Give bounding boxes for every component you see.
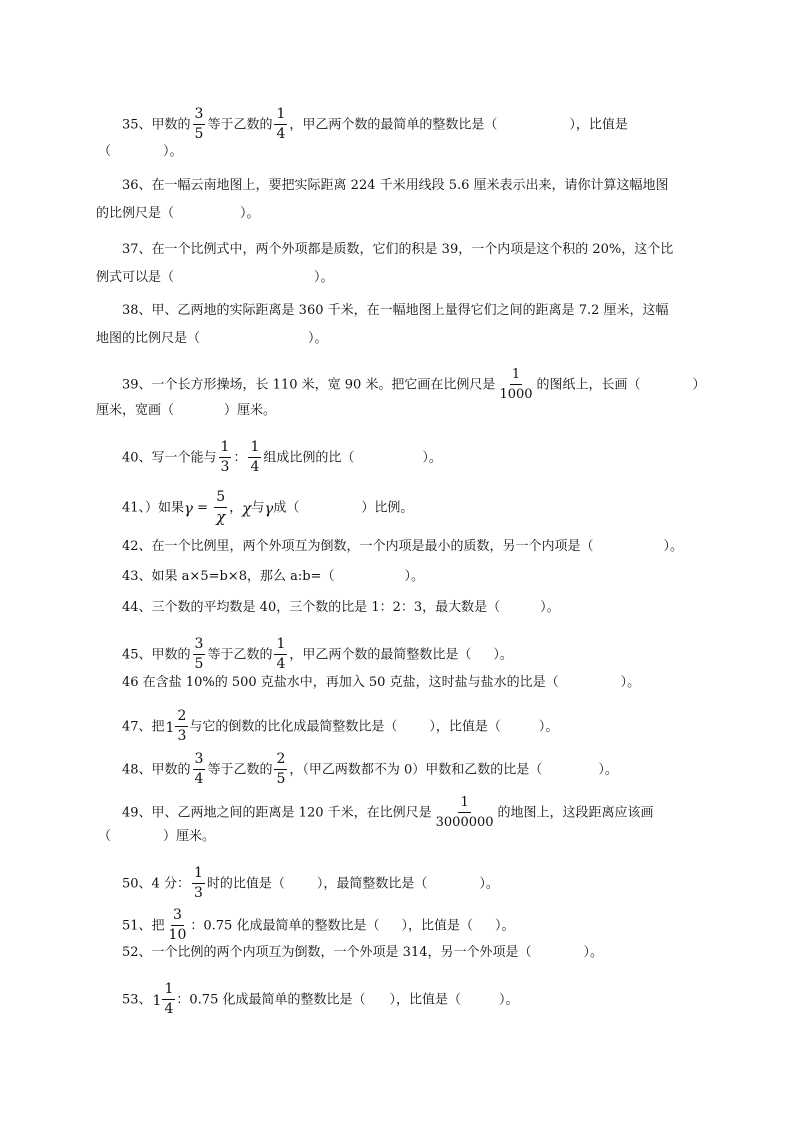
question-text: ），比值是 <box>569 117 628 133</box>
question-44 <box>122 600 560 617</box>
question-39 <box>122 367 706 404</box>
fraction-numerator: 3 <box>193 751 206 770</box>
question-text: 组成比例的比（ <box>263 450 355 466</box>
fraction-3-10 <box>167 907 189 944</box>
fraction-numerator: 3 <box>171 907 184 926</box>
fraction-numerator: 1 <box>162 981 175 1000</box>
fraction-1-4 <box>248 439 261 476</box>
question-text: ）。 <box>479 876 499 892</box>
question-text: = <box>193 500 213 516</box>
question-text: ）。 <box>404 569 424 584</box>
question-51 <box>122 908 514 945</box>
question-text: 等于乙数的 <box>207 117 273 133</box>
fraction-numerator: 1 <box>458 794 470 813</box>
question-36 <box>122 178 669 195</box>
question-text: 例式可以是（ <box>96 270 175 285</box>
fraction-denominator: 4 <box>276 126 286 142</box>
question-text: 厘米，宽画（ <box>96 403 175 418</box>
fraction-numerator: 1 <box>219 439 232 458</box>
question-42 <box>122 539 683 556</box>
fraction-denominator: 10 <box>168 927 187 943</box>
question-text: 39、一个长方形操场，长 110 米，宽 90 米。把它画在比例尺是 <box>122 377 496 393</box>
question-text: 37、在一个比例式中，两个外项都是质数，它们的积是 39，一个内项是这个积的 20%，这个比 <box>122 242 674 257</box>
question-text: 44、三个数的平均数是 40，三个数的比是 1：2：3，最大数是（ <box>122 600 501 615</box>
fraction-numerator: 1 <box>510 366 522 385</box>
question-38 <box>122 303 669 320</box>
question-text: 时的比值是（ <box>206 876 285 892</box>
question-text: 41、）如果 <box>122 500 185 516</box>
fraction-denominator: 5 <box>276 771 286 787</box>
question-text: ） <box>692 377 706 393</box>
question-text: ）。 <box>163 144 183 159</box>
question-48 <box>122 752 618 789</box>
question-40 <box>122 440 442 477</box>
question-text: ， <box>229 500 243 516</box>
question-text: ）。 <box>540 600 560 615</box>
question-text: （ <box>98 829 112 844</box>
fraction-numerator: 3 <box>193 636 206 655</box>
fraction-numerator: 3 <box>193 106 206 125</box>
question-text: ：0.75 化成最简单的整数比是（ <box>190 918 380 934</box>
fraction-denominator: 3000000 <box>435 815 494 830</box>
question-text: 49、甲、乙两地之间的距离是 120 千米，在比例尺是 <box>122 805 432 821</box>
question-text: 的比例尺是（ <box>96 206 175 221</box>
fraction-3-5 <box>193 106 206 143</box>
question-text: ）厘米。 <box>224 403 277 418</box>
question-text: ）。 <box>583 945 604 960</box>
question-text: ）。 <box>598 762 618 778</box>
question-37-cont <box>96 270 334 287</box>
question-text: 等于乙数的 <box>207 762 273 778</box>
fraction <box>162 981 175 1018</box>
mixed-number-1-1-4 <box>153 982 176 1019</box>
question-text: ），最简整数比是（ <box>316 876 428 892</box>
question-text: 53、 <box>122 992 152 1008</box>
fraction-denominator: 3 <box>220 459 230 475</box>
fraction-denominator: 3 <box>193 885 203 901</box>
fraction-denominator: 5 <box>194 656 204 672</box>
fraction-3-4 <box>193 751 206 788</box>
question-38-cont <box>96 331 328 348</box>
fraction-1-3000000 <box>434 794 496 831</box>
question-49-cont <box>98 829 215 846</box>
fraction-denominator: 5 <box>194 126 204 142</box>
question-text: γ <box>184 499 194 518</box>
question-text: 46 在含盐 10%的 500 克盐水中，再加入 50 克盐，这时盐与盐水的比是（ <box>122 675 559 690</box>
fraction-numerator: 1 <box>248 439 261 458</box>
question-text: ）。 <box>663 539 684 554</box>
question-text: 成（ <box>273 500 300 516</box>
question-text: ）。 <box>620 675 641 690</box>
fraction-1-3 <box>192 865 205 902</box>
question-text: 51、把 <box>122 918 165 934</box>
mixed-whole-part: 1 <box>165 719 175 736</box>
fraction-denominator: 4 <box>276 656 286 672</box>
fraction-2-5 <box>274 751 287 788</box>
fraction-denominator: 1000 <box>499 387 533 402</box>
question-text: 地图的比例尺是（ <box>96 331 201 346</box>
question-52 <box>122 945 603 962</box>
question-49 <box>122 795 654 832</box>
question-text: ，甲乙两个数的最简整数比是（ <box>289 647 472 663</box>
question-text: ）。 <box>422 450 442 466</box>
fraction-1-4 <box>274 636 287 673</box>
fraction-5-chi <box>214 489 227 526</box>
fraction-denominator: 4 <box>164 1001 174 1017</box>
question-text: ）。 <box>314 270 334 285</box>
question-50 <box>122 866 499 903</box>
question-text: ）比例。 <box>361 500 414 516</box>
question-36-cont <box>96 206 260 223</box>
fraction-numerator: 5 <box>214 489 227 508</box>
fraction-1-1000 <box>497 366 534 403</box>
question-text: 50、4 分： <box>122 876 190 892</box>
question-text: ：0.75 化成最简单的整数比是（ <box>176 992 366 1008</box>
fraction <box>175 708 188 745</box>
question-text: 35、甲数的 <box>122 117 191 133</box>
question-text: χ <box>242 499 252 518</box>
question-text: 的图纸上，长画（ <box>536 377 641 393</box>
fraction-3-5 <box>193 636 206 673</box>
question-text: 43、如果 a×5=b×8，那么 a:b=（ <box>122 569 335 584</box>
question-text: ： <box>233 450 247 466</box>
question-41 <box>122 490 413 527</box>
fraction-1-4 <box>274 106 287 143</box>
question-text: ），比值是（ <box>389 992 461 1008</box>
question-46 <box>122 675 640 692</box>
question-text: 42、在一个比例里，两个外项互为倒数，一个内项是最小的质数，另一个内项是（ <box>122 539 594 554</box>
question-text: ）厘米。 <box>163 829 216 844</box>
question-text: ，（甲乙两数都不为 0）甲数和乙数的比是（ <box>289 762 543 778</box>
fraction-denominator: 4 <box>194 771 204 787</box>
fraction-denominator: χ <box>216 508 226 526</box>
question-text: ）。 <box>493 647 513 663</box>
question-text: 与 <box>251 500 265 516</box>
question-text: 36、在一幅云南地图上，要把实际距离 224 千米用线段 5.6 厘米表示出来，请你计算这幅地图 <box>122 178 669 193</box>
fraction-denominator: 4 <box>250 459 260 475</box>
question-text: （ <box>98 144 112 159</box>
fraction-numerator: 2 <box>175 708 188 727</box>
fraction-denominator: 3 <box>177 728 187 744</box>
question-37 <box>122 242 673 259</box>
question-text: 等于乙数的 <box>207 647 273 663</box>
question-35 <box>122 107 628 144</box>
question-text: 40、写一个能与 <box>122 450 217 466</box>
question-43 <box>122 569 424 586</box>
question-text: ）。 <box>538 719 559 735</box>
mixed-number-1-2-3 <box>166 709 189 746</box>
question-39-cont <box>96 403 276 420</box>
question-text: 52、一个比例的两个内项互为倒数，一个外项是 314，另一个外项是（ <box>122 945 532 960</box>
question-text: ，甲乙两个数的最简单的整数比是（ <box>289 117 498 133</box>
fraction-numerator: 2 <box>274 751 287 770</box>
question-text: γ <box>264 499 274 518</box>
fraction-numerator: 1 <box>274 106 287 125</box>
question-45 <box>122 637 513 674</box>
question-text: ）。 <box>494 918 515 934</box>
question-text: ）。 <box>308 331 328 346</box>
question-text: ）。 <box>498 992 519 1008</box>
fraction-numerator: 1 <box>274 636 287 655</box>
fraction-1-3 <box>219 439 232 476</box>
question-text: ），比值是（ <box>429 719 501 735</box>
question-text: ），比值是（ <box>401 918 473 934</box>
question-35-cont <box>98 144 183 161</box>
question-text: 的地图上，这段距离应该画 <box>497 805 654 821</box>
question-text: 45、甲数的 <box>122 647 191 663</box>
question-47 <box>122 709 558 746</box>
question-text: 与它的倒数的比化成最简整数比是（ <box>189 719 398 735</box>
fraction-numerator: 1 <box>192 865 205 884</box>
question-text: 47、把 <box>122 719 165 735</box>
question-text: 38、甲、乙两地的实际距离是 360 千米，在一幅地图上量得它们之间的距离是 7.2 厘米，这幅 <box>122 303 669 318</box>
mixed-whole-part: 1 <box>152 992 162 1009</box>
question-text: ）。 <box>240 206 260 221</box>
question-53 <box>122 982 519 1019</box>
question-text: 48、甲数的 <box>122 762 191 778</box>
